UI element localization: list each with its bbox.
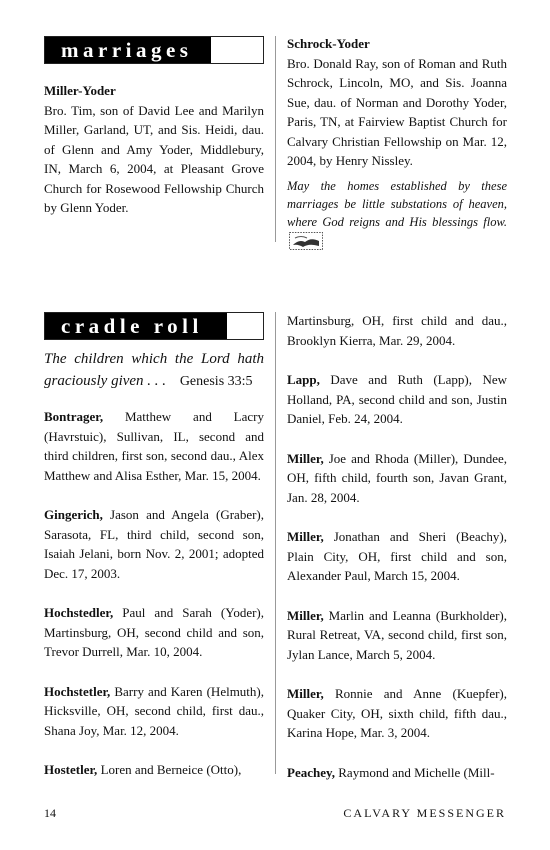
birth-surname: Miller, bbox=[287, 529, 324, 544]
marriages-right-column bbox=[287, 34, 507, 250]
birth-details: Matthew and Lacry (Havrstuic), Sullivan, IL, second and third children, first son, second dau., Alex Matthew and Alisa Esther, Mar. 15, 2004. bbox=[44, 409, 264, 483]
cradle-roll-header-box bbox=[44, 312, 264, 340]
birth-entry bbox=[44, 603, 264, 662]
cradle-roll-intro bbox=[44, 348, 264, 393]
birth-details: Dave and Ruth (Lapp), New Holland, PA, second child and son, Justin Daniel, Feb. 24, 2004. bbox=[287, 372, 507, 426]
birth-details: Marlin and Leanna (Burkholder), Rural Retreat, VA, second child, first son, Jylan Lance, March 5, 2004. bbox=[287, 607, 507, 662]
cradle-roll-right-column bbox=[287, 311, 507, 802]
birth-surname: Gingerich, bbox=[44, 507, 103, 522]
birth-entry bbox=[287, 763, 507, 783]
intro-scripture-text: The children which the Lord hath graciously given . . . bbox=[44, 351, 264, 389]
marriages-left-column bbox=[44, 81, 264, 218]
birth-entry-continuation: Martinsburg, OH, first child and dau., Brooklyn Kierra, Mar. 29, 2004. bbox=[287, 313, 507, 348]
marriage-text: Bro. Tim, son of David Lee and Marilyn Miller, Garland, UT, and Sis. Heidi, dau. of Glenn and Amy Yoder, Middlebury, IN, March 6, 2004, at Pleasant Grove Church for Rosewood Fellowship Church by Glenn Yoder. bbox=[44, 102, 264, 215]
birth-entry bbox=[44, 682, 264, 741]
birth-entry bbox=[287, 527, 507, 586]
birth-entry bbox=[287, 684, 507, 743]
birth-surname: Hochstedler, bbox=[44, 605, 114, 620]
marriage-title: Schrock-Yoder bbox=[287, 36, 370, 51]
publication-name: CALVARY MESSENGER bbox=[343, 806, 506, 820]
birth-details: Jonathan and Sheri (Beachy), Plain City, OH, first child and son, Alexander Paul, March 15, 2004. bbox=[287, 529, 507, 583]
cradle-roll-header: cradle roll bbox=[45, 313, 227, 339]
birth-entry bbox=[287, 449, 507, 508]
marriages-column-divider bbox=[275, 36, 276, 242]
birth-entry bbox=[287, 606, 507, 665]
birth-details: Barry and Karen (Helmuth), Hicksville, OH, second child, first dau., Shana Joy, Mar. 12, 2004. bbox=[44, 683, 264, 738]
dove-ornament-icon bbox=[289, 232, 323, 250]
birth-details: Loren and Berneice (Otto), bbox=[97, 762, 242, 777]
birth-surname: Peachey, bbox=[287, 764, 336, 780]
birth-surname: Hostetler, bbox=[44, 762, 98, 777]
cradle-roll-left-column bbox=[44, 348, 264, 800]
marriages-header-box bbox=[44, 36, 264, 64]
birth-surname: Miller, bbox=[287, 607, 324, 623]
birth-details: Joe and Rhoda (Miller), Dundee, OH, fifth child, fourth son, Javan Grant, Jan. 28, 2004. bbox=[287, 450, 507, 505]
birth-details: Raymond and Michelle (Mill- bbox=[335, 764, 495, 780]
birth-details: Ronnie and Anne (Kuepfer), Quaker City, OH, sixth child, fifth dau., Karina Hope, Mar. 3, 2004. bbox=[287, 686, 507, 740]
cradle-roll-column-divider bbox=[275, 312, 276, 774]
marriage-blessing bbox=[287, 177, 507, 250]
birth-details: Jason and Angela (Graber), Sarasota, FL, third child, second son, Isaiah Jelani, born Nov. 2, 2001; adopted Dec. 17, 2003. bbox=[44, 507, 264, 581]
birth-entry bbox=[44, 760, 264, 780]
birth-surname: Bontrager, bbox=[44, 409, 104, 424]
birth-entry bbox=[287, 370, 507, 429]
marriage-text: Bro. Donald Ray, son of Roman and Ruth Schrock, Lincoln, MO, and Sis. Joanna Sue, dau. of Norman and Dorothy Yoder, Paris, TN, at Fairview Baptist Church for Calvary Christian Fellowship on Mar. 12, 2004, by Henry Nissley. bbox=[287, 55, 507, 168]
page-number: 14 bbox=[44, 806, 56, 820]
marriage-title: Miller-Yoder bbox=[44, 83, 116, 98]
birth-entry bbox=[44, 505, 264, 583]
birth-surname: Lapp, bbox=[287, 372, 320, 387]
birth-surname: Miller, bbox=[287, 450, 324, 466]
birth-surname: Miller, bbox=[287, 686, 324, 701]
birth-details: Paul and Sarah (Yoder), Martinsburg, OH, second child and son, Trevor Durrell, Mar. 10, 2004. bbox=[44, 605, 264, 659]
birth-surname: Hochstetler, bbox=[44, 683, 111, 699]
marriages-header: marriages bbox=[45, 37, 211, 63]
birth-entry bbox=[44, 407, 264, 485]
blessing-text: May the homes established by these marriages be little substations of heaven, where God reigns and His blessings flow. bbox=[287, 178, 507, 229]
intro-scripture-reference: Genesis 33:5 bbox=[179, 374, 253, 389]
